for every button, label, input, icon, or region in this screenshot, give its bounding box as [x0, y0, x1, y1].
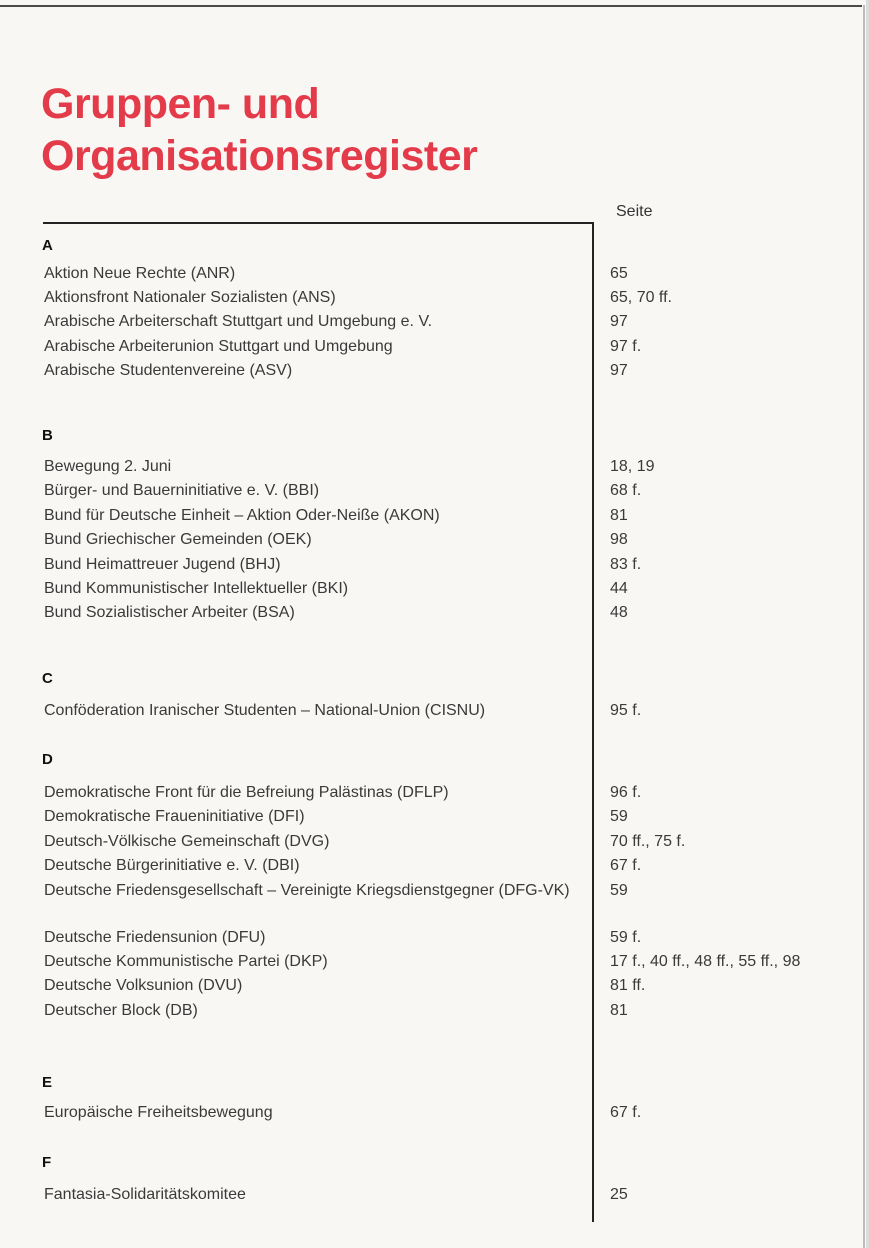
- entry-pages: 81 ff.: [610, 977, 646, 994]
- entry-name: Bund Sozialistischer Arbeiter (BSA): [44, 604, 295, 621]
- entry-pages: 18, 19: [610, 458, 655, 475]
- section-letter-d: D: [42, 751, 53, 768]
- entry-pages: 83 f.: [610, 556, 642, 573]
- entry-name: Bund für Deutsche Einheit – Aktion Oder-Neiße (AKON): [44, 507, 440, 524]
- title-line-2: Organisationsregister: [41, 132, 478, 180]
- page-title: [41, 78, 477, 182]
- entry-name: Europäische Freiheitsbewegung: [44, 1104, 273, 1121]
- entry-name: Bürger- und Bauerninitiative e. V. (BBI): [44, 482, 320, 499]
- entry-name: Bund Griechischer Gemeinden (OEK): [44, 531, 312, 548]
- column-divider: [592, 222, 594, 1222]
- entry-name: Arabische Studentenvereine (ASV): [44, 362, 293, 379]
- entry-name: Demokratische Fraueninitiative (DFI): [44, 808, 305, 825]
- section-letter-e: E: [42, 1074, 53, 1091]
- entry-pages: 25: [610, 1186, 628, 1203]
- entry-name: Deutsche Kommunistische Partei (DKP): [44, 953, 328, 970]
- entry-name: Deutsche Volksunion (DVU): [44, 977, 243, 994]
- entry-pages: 98: [610, 531, 628, 548]
- entry-pages: 81: [610, 1002, 628, 1019]
- top-edge-rule: [0, 5, 862, 7]
- entry-pages: 59: [610, 882, 628, 899]
- entry-pages: 65: [610, 265, 628, 282]
- entry-name: Deutsche Friedensunion (DFU): [44, 929, 266, 946]
- entry-pages: 97 f.: [610, 338, 642, 355]
- entry-name: Conföderation Iranischer Studenten – National-Union (CISNU): [44, 702, 486, 719]
- entry-pages: 44: [610, 580, 628, 597]
- entry-name: Aktionsfront Nationaler Sozialisten (ANS): [44, 289, 336, 306]
- entry-pages: 97: [610, 362, 628, 379]
- entry-name: Deutsche Friedensgesellschaft – Vereinigte Kriegsdienstgegner (DFG-VK): [44, 882, 570, 899]
- entry-name: Arabische Arbeiterunion Stuttgart und Umgebung: [44, 338, 393, 355]
- entry-pages: 67 f.: [610, 1104, 642, 1121]
- title-line-1: Gruppen- und: [41, 80, 320, 128]
- entry-pages: 17 f., 40 ff., 48 ff., 55 ff., 98: [610, 953, 801, 970]
- header-rule: [43, 222, 593, 224]
- section-letter-f: F: [42, 1154, 52, 1171]
- entry-pages: 95 f.: [610, 702, 642, 719]
- entry-pages: 59 f.: [610, 929, 642, 946]
- entry-name: Aktion Neue Rechte (ANR): [44, 265, 236, 282]
- entry-pages: 59: [610, 808, 628, 825]
- entry-pages: 70 ff., 75 f.: [610, 833, 686, 850]
- entry-name: Deutsch-Völkische Gemeinschaft (DVG): [44, 833, 330, 850]
- entry-name: Bund Kommunistischer Intellektueller (BKI): [44, 580, 349, 597]
- entry-pages: 68 f.: [610, 482, 642, 499]
- entry-pages: 81: [610, 507, 628, 524]
- entry-name: Deutscher Block (DB): [44, 1002, 198, 1019]
- section-letter-a: A: [42, 237, 53, 254]
- entry-name: Deutsche Bürgerinitiative e. V. (DBI): [44, 857, 300, 874]
- section-letter-b: B: [42, 427, 53, 444]
- entry-pages: 48: [610, 604, 628, 621]
- entry-name: Arabische Arbeiterschaft Stuttgart und Umgebung e. V.: [44, 313, 433, 330]
- entry-name: Demokratische Front für die Befreiung Palästinas (DFLP): [44, 784, 449, 801]
- entry-pages: 67 f.: [610, 857, 642, 874]
- entry-name: Bewegung 2. Juni: [44, 458, 172, 475]
- entry-name: Bund Heimattreuer Jugend (BHJ): [44, 556, 281, 573]
- entry-pages: 97: [610, 313, 628, 330]
- page-edge-shadow: [863, 5, 865, 1248]
- entry-pages: 65, 70 ff.: [610, 289, 672, 306]
- entry-name: Fantasia-Solidaritätskomitee: [44, 1186, 246, 1203]
- column-header-seite: Seite: [616, 203, 653, 220]
- entry-pages: 96 f.: [610, 784, 642, 801]
- section-letter-c: C: [42, 670, 53, 687]
